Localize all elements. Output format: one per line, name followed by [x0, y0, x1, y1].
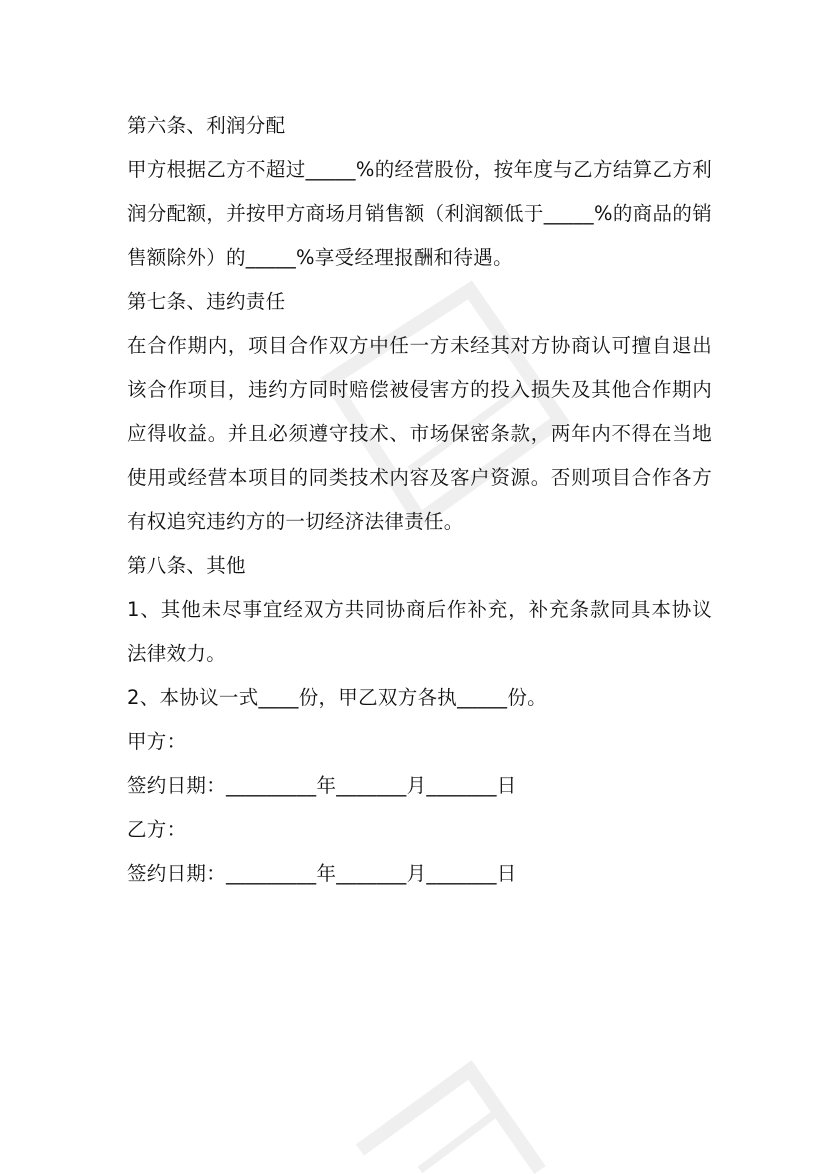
section-8-item-1: 1、其他未尽事宜经双方共同协商后作补充，补充条款同具本协议法律效力。 [127, 598, 712, 665]
document-body [127, 104, 712, 896]
party-a-label: 甲方： [127, 730, 187, 753]
section-6-paragraph: 甲方根据乙方不超过_____%的经营股份，按年度与乙方结算乙方利润分配额，并按甲方商场月销售额（利润额低于_____%的商品的销售额除外）的_____%享受经理报酬和待遇。 [127, 158, 712, 269]
section-8-heading: 第八条、其他 [127, 554, 246, 577]
section-6-heading: 第六条、利润分配 [127, 114, 286, 137]
party-a-sign-date: 签约日期：_________年_______月_______日 [127, 774, 517, 797]
party-b-sign-date: 签约日期：_________年_______月_______日 [127, 862, 517, 885]
watermark-mark-lower [360, 1070, 540, 1170]
section-7-heading: 第七条、违约责任 [127, 290, 286, 313]
party-b-label: 乙方： [127, 818, 187, 841]
section-8-item-2: 2、本协议一式____份，甲乙双方各执_____份。 [127, 686, 547, 709]
section-7-paragraph: 在合作期内，项目合作双方中任一方未经其对方协商认可擅自退出该合作项目，违约方同时赔偿被侵害方的投入损失及其他合作期内应得收益。并且必须遵守技术、市场保密条款，两年内不得在当地使用或经营本项目的同类技术内容及客户资源。否则项目合作各方有权追究违约方的一切经济法律责任。 [127, 334, 712, 533]
